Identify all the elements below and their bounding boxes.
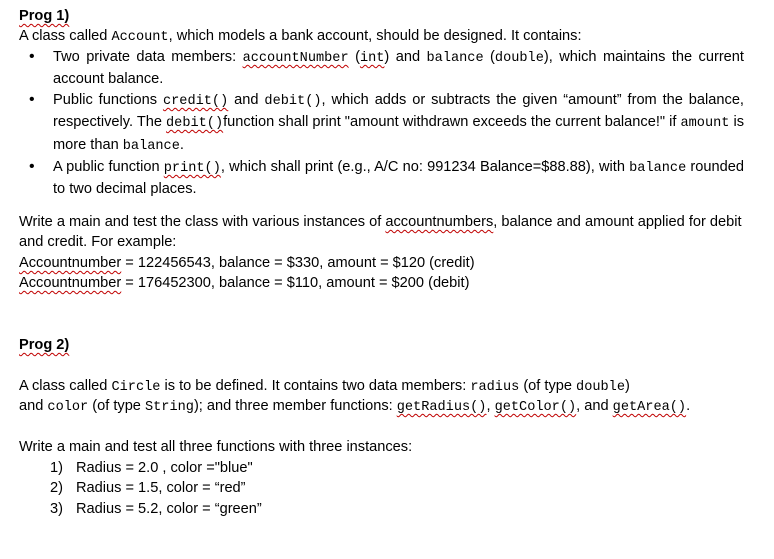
prog1-requirements-list [19, 47, 744, 200]
prog2-description-line-1: A class called Circle is to be defined. It contains two data members: radius (of type double) [19, 378, 630, 395]
requirement-print: • A public function print(), which shall print (e.g., A/C no: 991234 Balance=$88.88), with balance rounded to two decimal places. [19, 157, 744, 200]
requirement-data-members: • Two private data members: accountNumber (int) and balance (double), which maintains the current account balance. [19, 47, 744, 90]
list-item: 2) Radius = 1.5, color = “red” [50, 480, 246, 497]
prog2-test-instructions: Write a main and test all three functions with three instances: [19, 439, 413, 455]
prog2-description-line-2: and color (of type String); and three member functions: getRadius(), getColor(), and getArea(). [19, 398, 691, 415]
prog1-intro: A class called Account, which models a bank account, should be designed. It contains: [19, 28, 582, 45]
list-item: 3) Radius = 5.2, color = “green” [50, 500, 262, 517]
requirement-credit-debit: • Public functions credit() and debit(), which adds or subtracts the given “amount” from the balance, respectively. The debit()function shall print "amount withdrawn exceeds the current balance!" if amount is more than balance. [19, 90, 744, 157]
list-item: 1) Radius = 2.0 , color ="blue" [50, 460, 253, 476]
prog2-heading: Prog 2) [19, 337, 70, 353]
prog1-example-2: Accountnumber = 176452300, balance = $110, amount = $200 (debit) [19, 275, 470, 291]
prog1-heading: Prog 1) [19, 8, 70, 24]
prog1-example-1: Accountnumber = 122456543, balance = $330, amount = $120 (credit) [19, 255, 475, 271]
prog2-instances-list [19, 458, 744, 519]
prog1-test-instructions: Write a main and test the class with various instances of accountnumbers, balance and amount applied for debit and credit. For example: [19, 214, 742, 251]
